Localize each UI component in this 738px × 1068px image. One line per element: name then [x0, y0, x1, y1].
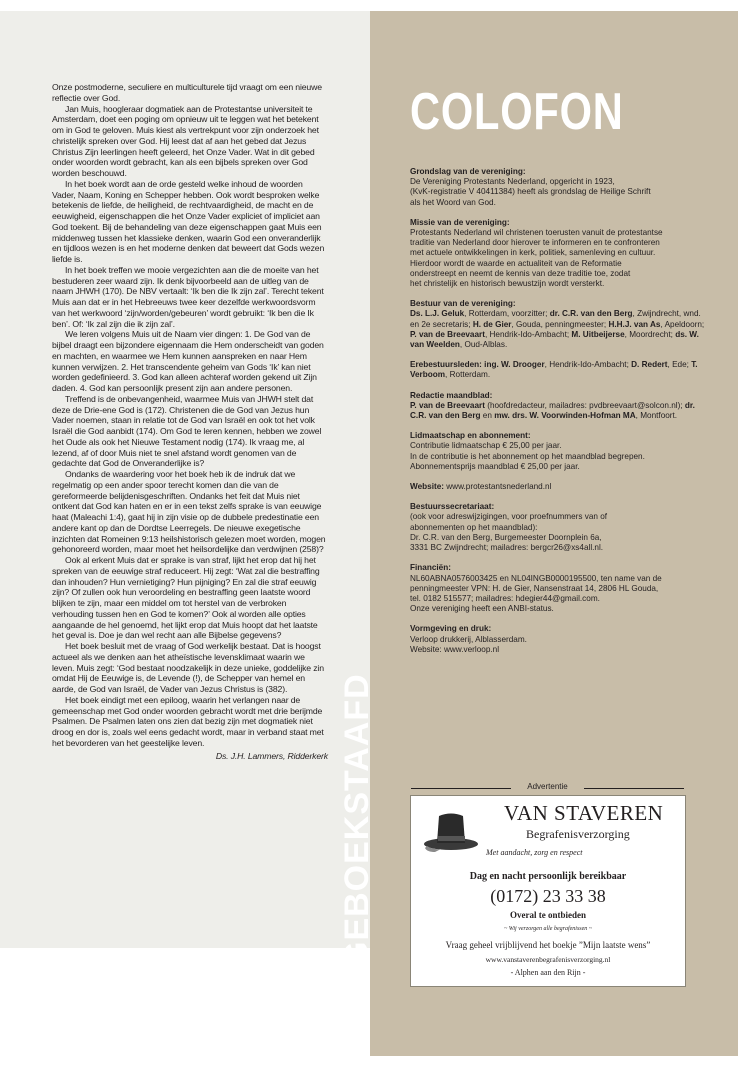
article-paragraph: Treffend is de onbevangenheid, waarmee Muis van JHWH stelt dat deze de Drie-ene God is (172). Christenen die de God van Jezus hun Vader noemen, staan in relatie tot de God van Israël en ook tot het volk Israël die God aanbidt (174). Om God te leren kennen, hebben we zowel het Oude als ook het Nieuwe Testament nodig (174). Ik vraag me, al lezend, af of door Muis niet te snel afstand wordt genomen van de gedachte dat God de Onveranderlijke is? [52, 393, 322, 469]
section-heading: Grondslag van de vereniging: [410, 167, 526, 176]
article-paragraph: In het boek wordt aan de orde gesteld welke inhoud de woorden Vader, Naam, Koning en Schepper hebben. Ook wordt besproken welke betekenis de liefde, de heiligheid, de rechtvaardigheid, de macht en de eeuwigheid, eigenschappen die het Onze Vader expliciet of impliciet aan God toekent. Bij de behandeling van deze eigenschappen gaat Muis een middenweg tussen het klassieke denken, waarin God een onveranderlijk en tijdloos wezen is en het moderne denken dat beweert dat Gods wezen liefde is. [52, 178, 325, 264]
honorary-member-place: , Hendrik-Ido-Ambacht; [544, 360, 632, 370]
advertisement-label-row [411, 782, 684, 794]
article-paragraph: Het boek besluit met de vraag of God werkelijk bestaat. Dat is hoogst actueel als we denken aan het atheïstische levensklimaat waarin we leven. Muis zegt: ‘God bestaat noodzakelijk in deze unieke, goddelijke zin omdat Hij de Eeuwige is, de Levende (!), de Schepper van hemel en aarde, de God van Israël, de Vader van Jezus Christus is (382). [52, 641, 324, 694]
section-label: GEBOEKSTAAFD [338, 673, 376, 968]
section-line: Protestants Nederland wil christenen toerusten vanuit de protestantse [410, 228, 663, 238]
board-member-role: , Rotterdam, voorzitter; [464, 309, 550, 319]
editor-name: dr. C.R. van den Berg [410, 400, 695, 421]
advertisement-label: Advertentie [527, 782, 568, 791]
company-name: VAN STAVEREN [504, 801, 664, 825]
section-heading: Lidmaatschap en abonnement: [410, 431, 531, 441]
section-line: Abonnementsprijs maandblad € 25,00 per jaar. [410, 461, 580, 471]
honorary-member-name: D. Redert [631, 360, 668, 370]
editor-name: P. van de Breevaart [410, 400, 485, 410]
board-member-role: , Hendrik-Ido-Ambacht; [484, 329, 572, 339]
honorary-member-place: , Ede; [667, 360, 692, 370]
colofon-section-grondslag [410, 167, 710, 208]
company-website[interactable]: www.vanstaverenbegrafenisverzorging.nl [485, 955, 611, 964]
section-line: (ook voor adreswijzigingen, voor proefnummers van of [410, 512, 608, 522]
article-paragraph: Ook al erkent Muis dat er sprake is van straf, lijkt het erop dat hij het spreken van de eeuwige straf reduceert. Hij zegt: ‘Wat zal die bestraffing dan inhouden? Hun vernietiging? Hun pijniging? En zal die straf eeuwig zijn? Of zullen ook hun veroordeling en bestraffing geen laatste woord blijken te zijn, maar een middel om tot herstel van de verbroken verhouding tussen hen en God te komen?’ Ook al worden alle opties aangaande de hel genoemd, het lijkt erop dat Muis hoopt dat het laatste het geval is. Doe je dan wel recht aan alle Bijbelse gegevens? [52, 555, 320, 641]
board-member-role: , Moordrecht; [624, 329, 676, 339]
editor-name: mw. drs. W. Voorwinden-Hofman MA [494, 411, 636, 421]
company-tagline: Met aandacht, zorg en respect [486, 848, 583, 857]
availability-text: Dag en nacht persoonlijk bereikbaar [469, 871, 627, 882]
booklet-offer: Vraag geheel vrijblijvend het boekje ”Mijn laatste wens” [445, 940, 651, 950]
colofon-section-website [410, 482, 710, 492]
section-line: traditie van Nederland door hierover te informeren en te confronteren [410, 238, 660, 248]
colofon-section-bestuur [410, 299, 710, 350]
section-heading: Missie van de vereniging: [410, 217, 510, 227]
editor-role: , Montfoort. [635, 411, 678, 421]
section-line: Onze vereniging heeft een ANBI-status. [410, 604, 554, 614]
section-line: onderstreept en neemt de kennis van deze traditie toe, zodat [410, 268, 631, 278]
colofon-title: COLOFON [410, 83, 624, 141]
colofon-section-missie [410, 218, 710, 289]
board-member-name: H.H.J. van As [608, 319, 661, 329]
article-signature: Ds. J.H. Lammers, Ridderkerk [215, 750, 328, 761]
colofon-content [410, 167, 710, 665]
board-member-role: , Gouda, penningmeester; [511, 319, 609, 329]
section-line: Contributie lidmaatschap € 25,00 per jaar. [410, 441, 562, 451]
section-heading: Bestuurssecretariaat: [410, 502, 495, 512]
divider [584, 788, 684, 789]
section-line: als het Woord van God. [410, 197, 496, 207]
section-line: Website: www.verloop.nl [410, 644, 500, 654]
company-location: - Alphen aan den Rijn - [510, 968, 586, 977]
article-paragraph: In het boek treffen we mooie vergezichten aan die de moeite van het bestuderen zeer waard zijn. Ik denk bijvoorbeeld aan de uitleg van de naam JHWH (170). De NBV vertaalt: ‘Ik ben die Ik zijn zal’. Terecht tekent Muis aan dat er in het Hebreeuws twee keer dezelfde werkwoordsvorm van het werkwoord ‘zijn/worden/gebeuren’ wordt gebruikt: ‘Ik ben die Ik ben’. Of: ‘Ik zal zijn die ik zijn zal’. [52, 264, 324, 329]
small-note: ~ Wij verzorgen alle begrafenissen ~ [503, 926, 593, 932]
board-member-name: ds. W. van Weelden [410, 329, 699, 350]
article-paragraph: Jan Muis, hoogleraar dogmatiek aan de Protestantse universiteit te Amsterdam, doet een poging om opnieuw uit te leggen wat het betekent om in God te geloven. Muis kiest als vertrekpunt voor zijn onderzoek het christelijk spreken over God. Hij leest dat af aan het gebed dat Jezus Christus Zijn leerlingen heeft geleerd, het Onze Vader. Wat in dit gebed onder woorden wordt gebracht, kan als een bijbels spreken over God worden beschouwd. [52, 103, 319, 178]
honorary-member-place: , Rotterdam. [445, 370, 491, 380]
advertisement-box [410, 795, 686, 987]
board-member-name: P. van de Breevaart [410, 329, 485, 339]
relief-text: Overal te ontbieden [510, 910, 586, 920]
section-heading: Vormgeving en druk: [410, 624, 492, 634]
section-heading: Website: [410, 482, 447, 492]
company-subtitle: Begrafenisverzorging [526, 827, 630, 841]
article-paragraph: Onze postmoderne, seculiere en multiculturele tijd vraagt om een nieuwe reflectie over God. [52, 82, 322, 103]
section-line: De Vereniging Protestants Nederland, opgericht in 1923, [410, 177, 615, 187]
section-heading: Bestuur van de vereniging: [410, 299, 516, 309]
section-line: In de contributie is het abonnement op het maandblad begrepen. [410, 451, 645, 461]
honorary-member-name: T. Verboom [410, 360, 698, 380]
section-heading: Financiën: [410, 563, 451, 573]
board-member-name: H. de Gier [472, 319, 512, 329]
website-link[interactable]: www.protestantsnederland.nl [446, 482, 552, 492]
phone-number[interactable]: (0172) 23 33 38 [490, 886, 606, 906]
colofon-section-secretariaat [410, 502, 710, 553]
honorary-member-name: ing. W. Drooger [484, 360, 545, 370]
section-line: het christelijk en historisch bewustzijn wordt versterkt. [410, 279, 605, 289]
editor-role: en [480, 411, 495, 421]
section-line: tel. 0182 515577; mailadres: hdegier44@gmail.com. [410, 593, 600, 603]
section-line: Hierdoor wordt de waarde en actualiteit van de Reformatie [410, 258, 622, 268]
section-line: met actuele ontwikkelingen in kerk, politiek, samenleving en cultuur. [410, 248, 656, 258]
top-hat-icon [421, 806, 481, 854]
colofon-section-erebestuur [410, 360, 710, 380]
board-member-role: , Apeldoorn; [660, 319, 705, 329]
section-line: abonnementen op het maandblad): [410, 522, 538, 532]
board-member-role: , Oud-Alblas. [459, 340, 508, 350]
board-member-role: , Zwijndrecht, wnd. en 2e secretaris; [410, 309, 701, 329]
section-heading: Redactie maandblad: [410, 390, 493, 400]
board-member-name: M. Uitbeijerse [571, 329, 625, 339]
article-paragraph: We leren volgens Muis uit de Naam vier dingen: 1. De God van de bijbel draagt een bijzondere eigennaam die Hem onderscheidt van goden en machten, en waarmee we Hem kunnen aanspreken en naar Hem kunnen verwijzen. 2. Het transcendente geheim van Gods ‘Ik’ kan niet worden gedefinieerd. 3. God kan alleen achteraf worden gekend uit Zijn daden. 4. God kan persoonlijk present zijn aan andere personen. [52, 329, 324, 393]
section-line: NL60ABNA0576003425 en NL04INGB0000195500, ten name van de [410, 573, 662, 583]
section-line: penningmeester VPN: H. de Gier, Nansenstraat 14, 2806 HL Gouda, [410, 583, 659, 593]
section-line: Dr. C.R. van den Berg, Burgemeester Doornplein 6a, [410, 532, 602, 542]
colofon-section-financien [410, 563, 710, 614]
article-paragraph: Het boek eindigt met een epiloog, waarin het verlangen naar de gemeenschap met God onder woorden gebracht wordt met drie berijmde Psalmen. De Psalmen laten ons zien dat bezig zijn met dogmatiek niet droog en dor is, zoals wel eens gedacht wordt, maar in verband staat met het bevorderen van het geestelijke leven. [52, 694, 324, 748]
section-heading: Erebestuursleden: [410, 360, 485, 370]
section-line: 3331 BC Zwijndrecht; mailadres: bergcr26@xs4all.nl. [410, 543, 604, 553]
section-line: (KvK-registratie V 40411384) heeft als grondslag de Heilige Schrift [410, 187, 651, 197]
colofon-section-lidmaatschap [410, 431, 710, 472]
board-member-name: dr. C.R. van den Berg [549, 309, 633, 319]
colofon-section-redactie [410, 391, 710, 422]
board-member-name: Ds. L.J. Geluk [410, 309, 465, 319]
article-paragraph: Ondanks de waardering voor het boek heb ik de indruk dat we regelmatig op een ander spoor terecht komen dan die van de gereformeerde belijdenisgeschriften. Ondanks het feit dat Muis niet ontkent dat God kan haten en er in een tekst zelfs sprake is van eeuwige haat (Maleachi 1:4), gaat hij in zijn visie op de dubbele predestinatie een andere kant op dan de Dordtse Leerregels. De nieuwe exegetische inzichten dat Romeinen 9:13 heilshistorisch gelezen moet worden, mogen gehonoreerd worden, maar moet het heilsordelijke dan verdwijnen (258)? [52, 469, 326, 555]
colofon-section-vormgeving [410, 624, 710, 655]
editor-role: (hoofdredacteur, mailadres: pvdbreevaart@solcon.nl); [484, 400, 685, 410]
book-review-article [52, 82, 328, 761]
section-line: Verloop drukkerij, Alblasserdam. [410, 634, 527, 644]
